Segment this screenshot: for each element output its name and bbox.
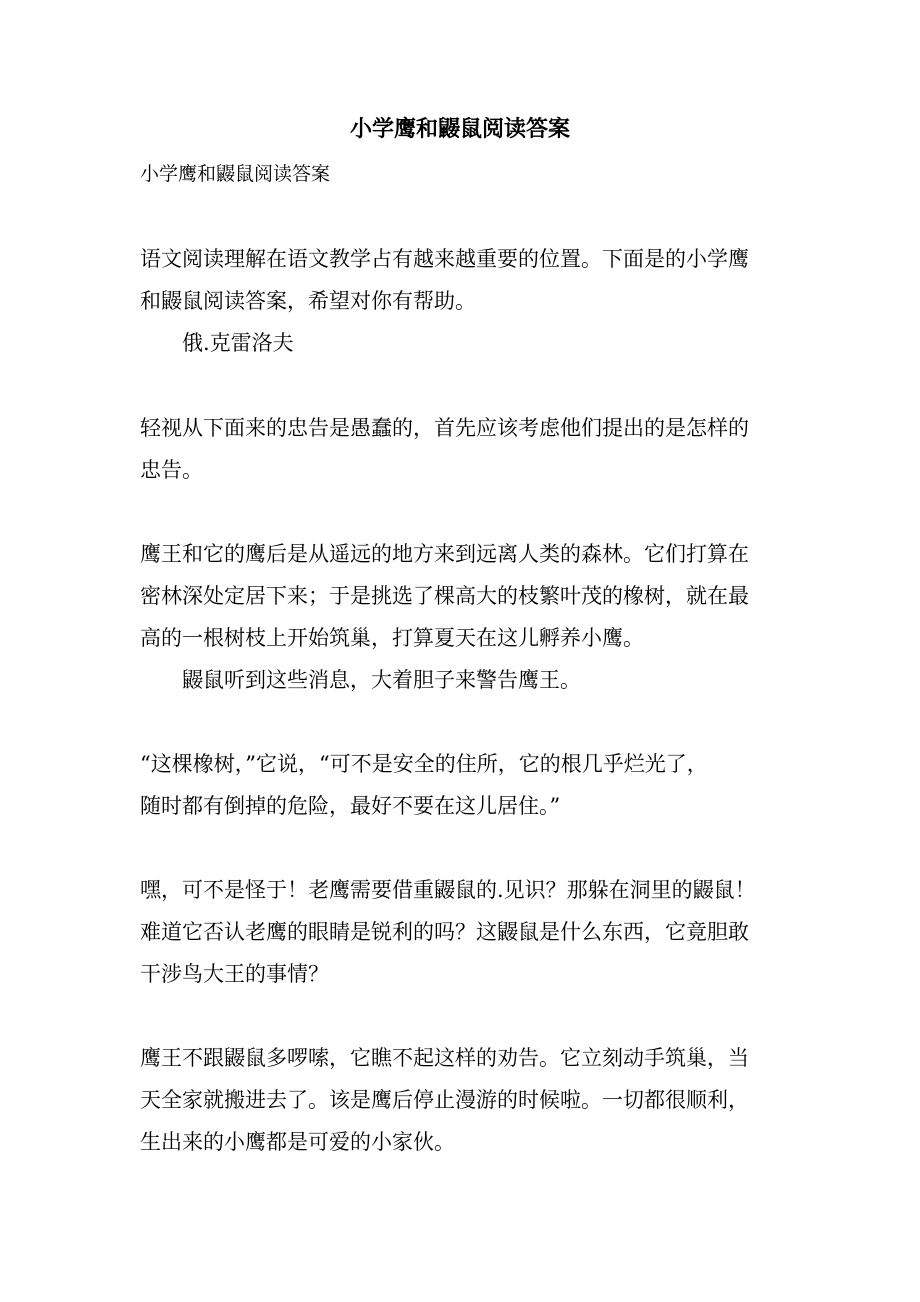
- text-line: 随时都有倒掉的危险，最好不要在这儿居住。”: [140, 794, 561, 818]
- text-line: 密林深处定居下来；于是挑选了棵高大的枝繁叶茂的橡树，就在最: [140, 584, 749, 608]
- text-line: 语文阅读理解在语文教学占有越来越重要的位置。下面是的小学鹰: [140, 247, 749, 271]
- text-line: 鹰王不跟鼹鼠多啰嗦，它瞧不起这样的劝告。它立刻动手筑巢，当: [140, 1046, 749, 1070]
- text-line: 干涉鸟大王的事情？: [140, 962, 329, 986]
- text-line: 天全家就搬进去了。该是鹰后停止漫游的时候啦。一切都很顺利，: [140, 1088, 749, 1112]
- text-line: 生出来的小鹰都是可爱的小家伙。: [140, 1130, 455, 1154]
- text-line: 轻视从下面来的忠告是愚蠢的，首先应该考虑他们提出的是怎样的: [140, 416, 749, 440]
- subtitle: 小学鹰和鼹鼠阅读答案: [140, 163, 331, 185]
- text-line: 高的一根树枝上开始筑巢，打算夏天在这儿孵养小鹰。: [140, 626, 644, 650]
- text-line: 鹰王和它的鹰后是从遥远的地方来到远离人类的森林。它们打算在: [140, 542, 749, 566]
- text-line: “这棵橡树，”它说，“可不是安全的住所，它的根几乎烂光了，: [140, 752, 708, 776]
- text-line: 和鼹鼠阅读答案，希望对你有帮助。: [140, 289, 476, 313]
- text-line: 嘿，可不是怪于！老鹰需要借重鼹鼠的.见识？那躲在洞里的鼹鼠！: [140, 878, 756, 902]
- text-line: 忠告。: [140, 458, 203, 482]
- story-paragraph-2: 鼹鼠听到这些消息，大着胆子来警告鹰王。: [182, 668, 581, 692]
- page-title: 小学鹰和鼹鼠阅读答案: [349, 116, 570, 142]
- author-line: 俄.克雷洛夫: [182, 331, 294, 355]
- text-line: 难道它否认老鹰的眼睛是锐利的吗？这鼹鼠是什么东西，它竟胆敢: [140, 920, 749, 944]
